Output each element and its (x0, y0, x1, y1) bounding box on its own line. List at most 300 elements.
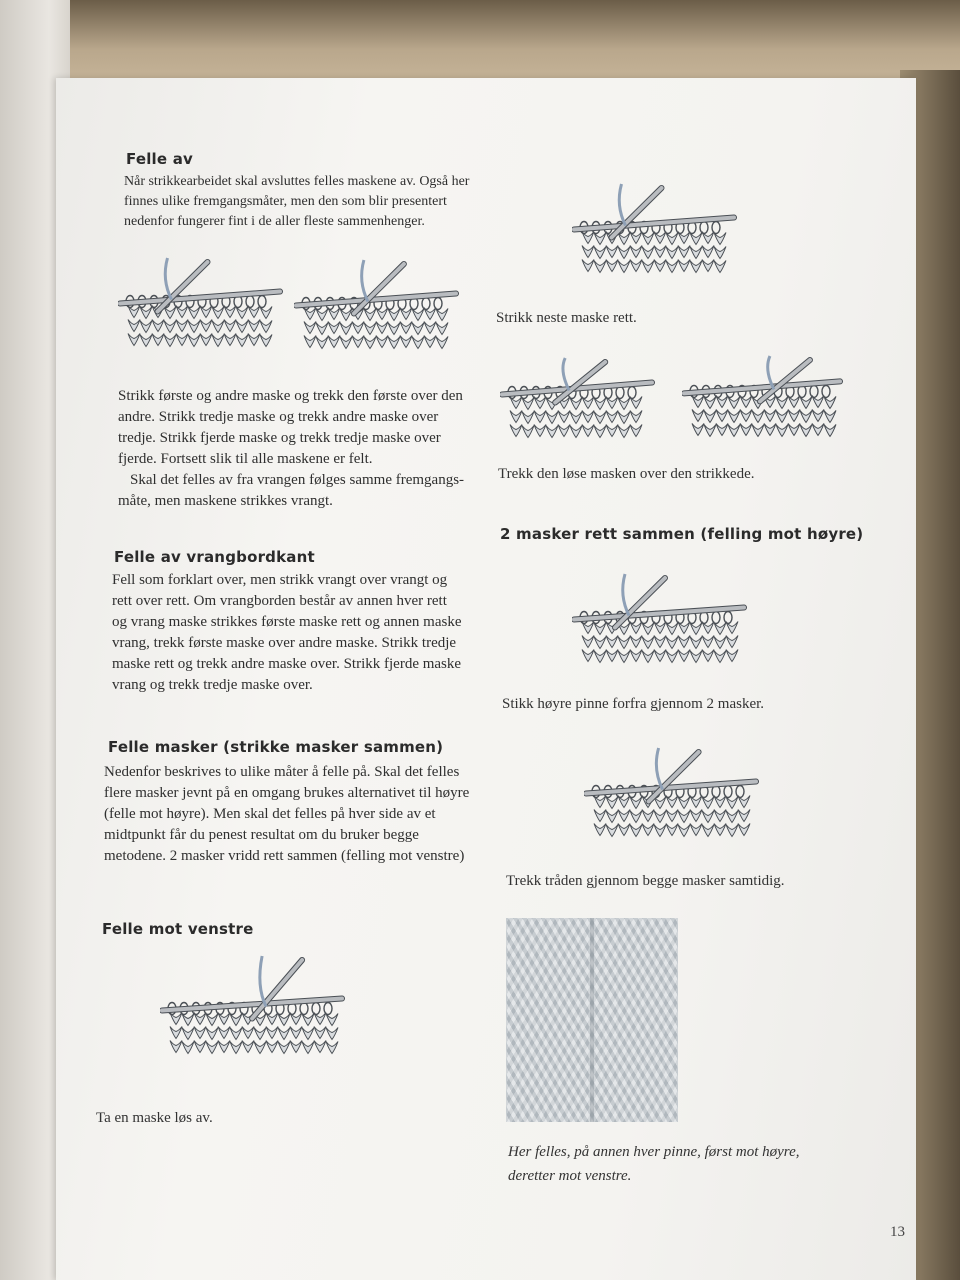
stitch-mark (364, 323, 376, 335)
stitch-mark (424, 336, 436, 348)
background-table-top (0, 0, 960, 90)
stitch-mark (606, 260, 618, 272)
stitch-mark (212, 307, 224, 319)
felle-masker-body (104, 762, 504, 867)
stitch-mark (642, 233, 654, 245)
stitch-mark (666, 810, 678, 822)
loop-mark (616, 387, 624, 399)
loop-mark (312, 1003, 320, 1015)
stitch-mark (316, 323, 328, 335)
text-line: vrang, trekk første maske over andre maske. Strikk tredje (112, 635, 457, 651)
loop-mark (810, 385, 818, 397)
heading-vrangbordkant: Felle av vrangbordkant (114, 548, 315, 566)
stitch-mark (316, 337, 328, 349)
stitch-mark (290, 1041, 302, 1053)
stitch-mark (558, 411, 570, 423)
stitch-mark (328, 336, 340, 348)
stitch-mark (260, 307, 272, 319)
stitch-mark (594, 247, 606, 259)
loop-mark (324, 1003, 332, 1015)
stitch-mark (704, 424, 716, 436)
stitch-mark (726, 650, 738, 662)
stitch-mark (266, 1041, 278, 1053)
stitch-mark (582, 636, 594, 648)
stitch-mark (278, 1028, 290, 1040)
text-line: andre. Strikk tredje maske og trekk andre maske over (118, 409, 439, 425)
stitch-mark (690, 261, 702, 273)
stitch-mark (376, 336, 388, 348)
stitch-mark (714, 810, 726, 822)
text-line: nedenfor fungerer fint i de aller fleste sammenhenger. (124, 214, 425, 229)
stitch-mark (800, 424, 812, 436)
stitch-mark (278, 1014, 290, 1026)
stitch-mark (630, 811, 642, 823)
stitch-mark (728, 424, 740, 436)
stitch-mark (290, 1027, 302, 1039)
stitch-mark (364, 337, 376, 349)
stitch-mark (752, 410, 764, 422)
stitch-mark (242, 1041, 254, 1053)
stitch-mark (606, 636, 618, 648)
stitch-mark (714, 247, 726, 259)
stitch-mark (304, 336, 316, 348)
stitch-mark (316, 309, 328, 321)
stitch-mark (752, 424, 764, 436)
stitch-mark (630, 246, 642, 258)
stitch-mark (606, 411, 618, 423)
text-line: finnes ulike fremgangsmåter, men den som blir presentert (124, 194, 447, 209)
stitch-mark (534, 411, 546, 423)
knitting-illustration-pass-over-1 (500, 356, 660, 446)
loop-mark (712, 222, 720, 234)
stitch-mark (800, 410, 812, 422)
stitch-mark (400, 336, 412, 348)
stitch-mark (776, 410, 788, 422)
stitch-mark (388, 309, 400, 321)
stitch-mark (436, 323, 448, 335)
stitch-mark (182, 1028, 194, 1040)
page-number: 13 (890, 1224, 905, 1240)
stitch-mark (194, 1027, 206, 1039)
stitch-mark (618, 412, 630, 424)
swatch-center-decrease-line (590, 918, 594, 1122)
stitch-mark (352, 336, 364, 348)
loop-mark (434, 298, 442, 310)
stitch-mark (594, 261, 606, 273)
text-line: metodene. 2 masker vridd rett sammen (felling mot venstre) (104, 848, 465, 864)
loop-mark (822, 385, 830, 397)
stitch-mark (714, 824, 726, 836)
stitch-mark (606, 425, 618, 437)
stitch-mark (642, 810, 654, 822)
stitch-mark (182, 1042, 194, 1054)
stitch-mark (140, 335, 152, 347)
stitch-mark (140, 321, 152, 333)
stitch-mark (194, 1041, 206, 1053)
text-line: måte, men maskene strikkes vrangt. (118, 493, 333, 509)
stitch-mark (582, 425, 594, 437)
text-line: flere masker jevnt på en omgang brukes alternativet til høyre (104, 785, 470, 801)
working-yarn-mark (362, 260, 368, 302)
stitch-mark (314, 1041, 326, 1053)
stitch-mark (678, 797, 690, 809)
stitch-mark (702, 650, 714, 662)
stitch-mark (188, 321, 200, 333)
stitch-mark (666, 637, 678, 649)
text-line: Fell som forklart over, men strikk vrangt over vrangt og (112, 572, 448, 588)
stitch-mark (678, 811, 690, 823)
stitch-mark (152, 320, 164, 332)
stitch-mark (738, 810, 750, 822)
stitch-mark (340, 309, 352, 321)
loop-mark (700, 222, 708, 234)
caption-pull-through: Trekk tråden gjennom begge masker samtidig. (506, 873, 785, 889)
stitch-mark (678, 650, 690, 662)
stitch-mark (764, 423, 776, 435)
stitch-mark (726, 797, 738, 809)
text-line: rett over rett. Om vrangborden består av annen hver rett (112, 593, 447, 609)
working-yarn-mark (165, 258, 171, 300)
text-line: Når strikkearbeidet skal avsluttes felles maskene av. Også her (124, 174, 470, 189)
stitch-mark (788, 423, 800, 435)
stitch-mark (690, 233, 702, 245)
stitch-mark (582, 411, 594, 423)
loop-mark (300, 1003, 308, 1015)
stitch-mark (728, 396, 740, 408)
stitch-mark (642, 623, 654, 635)
stitch-mark (128, 334, 140, 346)
loop-mark (736, 786, 744, 798)
stitch-mark (352, 322, 364, 334)
stitch-mark (302, 1014, 314, 1026)
stitch-mark (510, 425, 522, 437)
working-yarn-mark (656, 748, 662, 790)
text-line: tredje. Strikk fjerde maske og trekk tredje maske over (118, 430, 441, 446)
stitch-mark (400, 322, 412, 334)
stitch-mark (412, 337, 424, 349)
loop-mark (422, 298, 430, 310)
stitch-mark (188, 307, 200, 319)
stitch-mark (618, 637, 630, 649)
stitch-mark (764, 409, 776, 421)
stitch-mark (236, 335, 248, 347)
stitch-mark (824, 424, 836, 436)
stitch-mark (630, 797, 642, 809)
stitch-mark (436, 337, 448, 349)
stitch-mark (618, 824, 630, 836)
working-yarn-mark (563, 358, 569, 391)
stitch-mark (606, 797, 618, 809)
stitch-mark (690, 824, 702, 836)
stitch-mark (630, 260, 642, 272)
stitch-mark (594, 824, 606, 836)
stitch-mark (340, 323, 352, 335)
stitch-mark (314, 1027, 326, 1039)
stitch-mark (606, 825, 618, 837)
stitch-mark (412, 323, 424, 335)
loop-mark (628, 387, 636, 399)
stitch-mark (206, 1014, 218, 1026)
stitch-mark (738, 824, 750, 836)
knitting-illustration-insert-needle (572, 572, 752, 682)
stitch-mark (254, 1028, 266, 1040)
text-line: Strikk første og andre maske og trekk den første over den (118, 388, 463, 404)
stitch-mark (812, 409, 824, 421)
working-yarn-mark (623, 574, 629, 616)
stitch-mark (164, 307, 176, 319)
stitch-mark (618, 651, 630, 663)
stitch-mark (702, 260, 714, 272)
stitch-mark (812, 423, 824, 435)
stitch-mark (630, 425, 642, 437)
stitch-mark (800, 396, 812, 408)
stitch-mark (340, 337, 352, 349)
stitch-mark (218, 1027, 230, 1039)
stitch-mark (200, 334, 212, 346)
felle-av-body (118, 386, 508, 512)
stitch-mark (642, 651, 654, 663)
stitch-mark (714, 651, 726, 663)
stitch-mark (140, 307, 152, 319)
stitch-mark (534, 425, 546, 437)
stitch-mark (666, 233, 678, 245)
loop-mark (724, 612, 732, 624)
stitch-mark (654, 260, 666, 272)
loop-mark (258, 296, 266, 308)
text-line: Skal det felles av fra vrangen følges samme fremgangs- (130, 472, 465, 488)
stitch-mark (248, 320, 260, 332)
stitch-mark (164, 335, 176, 347)
stitch-mark (582, 260, 594, 272)
stitch-mark (690, 247, 702, 259)
stitch-mark (188, 335, 200, 347)
stitch-mark (714, 261, 726, 273)
stitch-mark (206, 1042, 218, 1054)
stitch-mark (326, 1028, 338, 1040)
stitch-mark (254, 1042, 266, 1054)
stitch-mark (642, 824, 654, 836)
stitch-mark (716, 409, 728, 421)
stitch-mark (702, 811, 714, 823)
stitch-mark (776, 424, 788, 436)
stitch-mark (266, 1027, 278, 1039)
stitch-mark (630, 411, 642, 423)
stitch-mark (376, 322, 388, 334)
stitch-mark (412, 309, 424, 321)
text-line: maske rett og trekk andre maske over. Strikk fjerde maske (112, 656, 462, 672)
stitch-mark (546, 426, 558, 438)
stitch-mark (260, 335, 272, 347)
stitch-mark (714, 637, 726, 649)
stitch-mark (230, 1042, 242, 1054)
stitch-mark (630, 650, 642, 662)
stitch-mark (678, 636, 690, 648)
loop-mark (712, 612, 720, 624)
stitch-mark (522, 412, 534, 424)
stitch-mark (594, 426, 606, 438)
stitch-mark (570, 398, 582, 410)
stitch-mark (558, 425, 570, 437)
stitch-mark (630, 825, 642, 837)
knitting-illustration-bind-off-1 (118, 256, 288, 366)
stitch-mark (692, 409, 704, 421)
stitch-mark (690, 637, 702, 649)
stitch-mark (630, 636, 642, 648)
stitch-mark (218, 1041, 230, 1053)
text-line: Nedenfor beskrives to ulike måter å felle på. Skal det felles (104, 764, 460, 780)
stitch-mark (388, 337, 400, 349)
text-line: Her felles, på annen hver pinne, først mot høyre, (508, 1144, 800, 1160)
stitch-mark (182, 1014, 194, 1026)
stitch-mark (224, 334, 236, 346)
stitch-mark (726, 811, 738, 823)
stitch-mark (666, 651, 678, 663)
knitting-illustration-pass-over-2 (682, 354, 848, 446)
vrangbordkant-body (112, 570, 512, 696)
book-page (56, 78, 916, 1280)
stitch-mark (230, 1028, 242, 1040)
stitch-mark (654, 811, 666, 823)
stitch-mark (128, 320, 140, 332)
stitch-mark (642, 247, 654, 259)
stitch-mark (278, 1042, 290, 1054)
caption-slip-stitch: Ta en maske løs av. (96, 1110, 213, 1126)
heading-k2tog: 2 masker rett sammen (felling mot høyre) (500, 525, 864, 543)
stitch-mark (594, 623, 606, 635)
stitch-mark (594, 637, 606, 649)
stitch-mark (654, 650, 666, 662)
stitch-mark (200, 320, 212, 332)
needle-mark (120, 292, 280, 304)
stitch-mark (704, 396, 716, 408)
stitch-mark (260, 321, 272, 333)
heading-felle-av: Felle av (126, 150, 193, 168)
caption-knit-next: Strikk neste maske rett. (496, 310, 637, 326)
stitch-mark (654, 636, 666, 648)
stitch-mark (654, 246, 666, 258)
loop-mark (246, 296, 254, 308)
stitch-mark (690, 651, 702, 663)
stitch-mark (326, 1042, 338, 1054)
stitch-mark (788, 409, 800, 421)
stitch-mark (716, 423, 728, 435)
stitch-mark (666, 261, 678, 273)
stitch-mark (642, 261, 654, 273)
stitch-mark (726, 636, 738, 648)
stitch-mark (236, 307, 248, 319)
caption-insert-needle: Stikk høyre pinne forfra gjennom 2 masker. (502, 696, 765, 712)
text-line: og vrang maske strikkes første maske rett og annen maske (112, 614, 462, 630)
needle-mark (574, 218, 734, 230)
stitch-mark (388, 323, 400, 335)
stitch-mark (692, 423, 704, 435)
stitch-mark (728, 410, 740, 422)
stitch-mark (594, 651, 606, 663)
stitch-mark (702, 825, 714, 837)
stitch-mark (170, 1041, 182, 1053)
stitch-mark (726, 825, 738, 837)
stitch-mark (302, 1042, 314, 1054)
stitch-mark (740, 409, 752, 421)
stitch-mark (326, 1014, 338, 1026)
stitch-mark (212, 321, 224, 333)
felle-av-intro (124, 172, 504, 232)
stitch-mark (678, 246, 690, 258)
text-line: (felle mot høyre). Men skal det felles på hver side av et (104, 806, 436, 822)
stitch-mark (824, 410, 836, 422)
stitch-mark (618, 247, 630, 259)
caption-pass-over: Trekk den løse masken over den strikkede. (498, 466, 755, 482)
stitch-mark (176, 334, 188, 346)
stitch-mark (364, 309, 376, 321)
stitch-mark (704, 410, 716, 422)
stitch-mark (242, 1027, 254, 1039)
stitch-mark (206, 1028, 218, 1040)
stitch-mark (594, 233, 606, 245)
stitch-mark (642, 637, 654, 649)
stitch-mark (618, 810, 630, 822)
working-yarn-mark (619, 184, 625, 226)
stitch-mark (702, 797, 714, 809)
stitch-mark (606, 650, 618, 662)
stitch-mark (776, 396, 788, 408)
knitted-swatch-photo (506, 918, 678, 1122)
stitch-mark (702, 246, 714, 258)
stitch-mark (224, 320, 236, 332)
knitting-illustration-pull-through (584, 746, 764, 856)
stitch-mark (212, 335, 224, 347)
loop-mark (724, 786, 732, 798)
stitch-mark (702, 636, 714, 648)
stitch-mark (618, 233, 630, 245)
stitch-mark (740, 423, 752, 435)
text-line: fjerde. Fortsett slik til alle maskene er felt. (118, 451, 373, 467)
stitch-mark (618, 261, 630, 273)
photo-caption (508, 1140, 799, 1188)
stitch-mark (424, 322, 436, 334)
stitch-mark (654, 825, 666, 837)
stitch-mark (666, 247, 678, 259)
stitch-mark (236, 321, 248, 333)
knitting-illustration-slip-stitch (160, 954, 350, 1084)
stitch-mark (714, 233, 726, 245)
stitch-mark (690, 623, 702, 635)
text-line: deretter mot venstre. (508, 1168, 632, 1184)
stitch-mark (582, 246, 594, 258)
stitch-mark (570, 412, 582, 424)
stitch-mark (570, 426, 582, 438)
stitch-mark (678, 825, 690, 837)
stitch-mark (304, 322, 316, 334)
stitch-mark (690, 810, 702, 822)
stitch-mark (170, 1027, 182, 1039)
text-line: vrang og trekk tredje maske over. (112, 677, 313, 693)
stitch-mark (546, 412, 558, 424)
stitch-mark (618, 426, 630, 438)
stitch-mark (176, 320, 188, 332)
stitch-mark (666, 623, 678, 635)
stitch-mark (606, 246, 618, 258)
text-line: midtpunkt får du penest resultat om du bruker begge (104, 827, 419, 843)
stitch-mark (666, 824, 678, 836)
stitch-mark (678, 260, 690, 272)
stitch-mark (522, 426, 534, 438)
heading-felle-masker: Felle masker (strikke masker sammen) (108, 738, 444, 756)
stitch-mark (328, 322, 340, 334)
knitting-illustration-knit-next (572, 182, 742, 292)
stitch-mark (510, 411, 522, 423)
stitch-mark (606, 811, 618, 823)
